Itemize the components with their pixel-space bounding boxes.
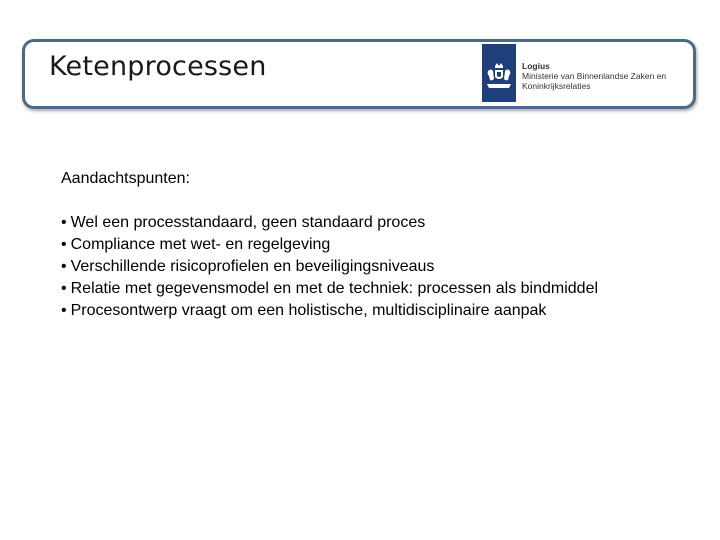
content-heading: Aandachtspunten: — [61, 170, 190, 187]
bullet-text: Wel een processtandaard, geen standaard proces — [70, 214, 426, 231]
bullet-text: Procesontwerp vraagt om een holistische, multidisciplinaire aanpak — [70, 302, 547, 319]
logo-text — [522, 61, 666, 91]
logo-ministry-line-2: Koninkrijksrelaties — [522, 81, 591, 91]
bullet-list — [61, 212, 661, 322]
logius-logo — [482, 44, 667, 102]
slide-title: Ketenprocessen — [49, 51, 267, 82]
slide-content — [61, 168, 661, 322]
bullet-mark: • — [61, 258, 67, 275]
bullet-text: Compliance met wet- en regelgeving — [70, 236, 331, 253]
bullet-item — [61, 212, 661, 234]
bullet-item — [61, 300, 661, 322]
bullet-item — [61, 234, 661, 256]
bullet-item — [61, 278, 661, 300]
bullet-mark: • — [61, 214, 67, 231]
bullet-mark: • — [61, 302, 67, 319]
logo-bar — [482, 44, 516, 102]
bullet-mark: • — [61, 280, 67, 297]
logo-name: Logius — [522, 61, 550, 71]
logo-ministry-line-1: Ministerie van Binnenlandse Zaken en — [522, 71, 667, 81]
royal-coat-of-arms-icon — [484, 62, 514, 90]
bullet-mark: • — [61, 236, 67, 253]
bullet-text: Relatie met gegevensmodel en met de techniek: processen als bindmiddel — [70, 280, 599, 297]
bullet-item — [61, 256, 661, 278]
bullet-text: Verschillende risicoprofielen en beveiligingsniveaus — [70, 258, 435, 275]
